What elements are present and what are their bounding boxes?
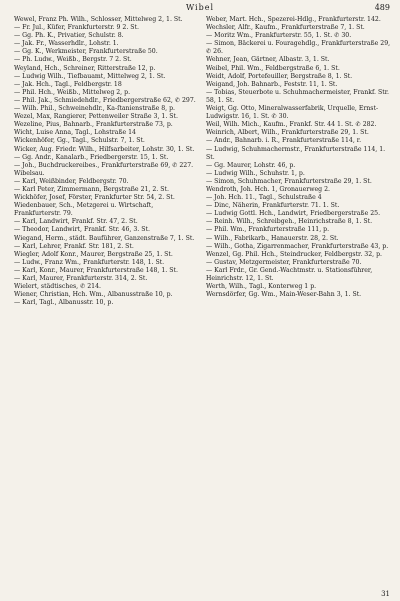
directory-entry: Wendroth, Joh. Hch. 1, Gronauerweg 2. bbox=[206, 185, 331, 193]
directory-entry: — Karl, Tagl., Albanusstr. 10, p. bbox=[14, 299, 114, 307]
directory-entry: — Phil. Hch., Weißb., Mittelweg 2, p. bbox=[14, 88, 131, 96]
directory-entry: — Jak. Hch., Tagl., Feldbergstr. 18 bbox=[14, 80, 122, 88]
directory-entry: — Ph. Ludw., Weißb., Bergstr. 7 2. St. bbox=[14, 56, 132, 64]
directory-entry: — Gustav, Metzgermeister, Frankfurterstraße 70. bbox=[206, 258, 362, 266]
directory-entry: — Tobias, Steuerbote u. Schuhmachermeister, Frankf. Str. 58, 1. St. bbox=[206, 88, 389, 104]
directory-entry: — Ludwig Wilh., Tiefbauamt, Mittelweg 2, 1. St. bbox=[14, 72, 166, 80]
directory-entry: — Simon, Bäckerei u. Fouragehdlg., Frankfurterstraße 29, ✆ 26. bbox=[206, 40, 391, 56]
left-column bbox=[14, 16, 200, 307]
directory-entry: — Karl, Lehrer, Frankf. Str. 181, 2. St. bbox=[14, 242, 134, 250]
directory-entry: Wiegand, Herm., städt. Bauführer, Ganzenstraße 7, 1. St. bbox=[14, 234, 195, 242]
directory-entry: — Karl, Landwirt, Frankf. Str. 47, 2. St. bbox=[14, 218, 138, 226]
directory-entry: Wiegler, Adolf Konr., Maurer, Bergstraße 25, 1. St. bbox=[14, 250, 173, 258]
directory-entry: Weigt, Gg. Otto, Mineralwasserfabrik, Urquelle, Ernst-Ludwigstr. 16, 1. St. ✆ 30. bbox=[206, 105, 379, 121]
directory-entry: — Ludwig Gottl. Hch., Landwirt, Friedbergerstraße 25. bbox=[206, 210, 381, 218]
directory-entry: — Joh., Buchdruckereibes., Frankfurterstraße 69, ✆ 227. Wibelsau. bbox=[14, 161, 194, 177]
directory-entry: Wiedenbauer, Sch., Metzgerei u. Wirtschaft, Frankfurterstr. 79. bbox=[14, 202, 154, 218]
directory-entry: Wernsdörfer, Gg. Wm., Main-Weser-Bahn 3, 1. St. bbox=[206, 291, 362, 299]
directory-entry: Weyland, Hch., Schreiner, Ritterstraße 12, p. bbox=[14, 64, 156, 72]
directory-entry: — Gg. Andr., Kanalarb., Friedbergerstr. 15, 1. St. bbox=[14, 153, 169, 161]
directory-entry: Wielert, städtisches, ✆ 214. bbox=[14, 283, 102, 291]
directory-entry: — Joh. Hch. 11., Tagl., Schulstraße 4 bbox=[206, 194, 322, 202]
directory-entry: — Karl, Konr., Maurer, Frankfurterstraße 148, 1. St. bbox=[14, 266, 178, 274]
directory-entry: — Karl Frdr., Gr. Gend.-Wachtmstr. u. Stationsführer, Heinrichstr. 12, 1. St. bbox=[206, 266, 373, 282]
directory-entry: — Gg. Ph. K., Privatier, Schulstr. 8. bbox=[14, 32, 124, 40]
directory-entry: — Fr. Jul., Küfer, Frankfurterstr. 9 2. St. bbox=[14, 24, 139, 32]
directory-entry: — Jak. Fr., Wasserhdlr., Lohstr. 1. bbox=[14, 40, 119, 48]
directory-entry: — Moritz Wm., Frankfurterstr. 55, 1. St. ✆ 30. bbox=[206, 32, 352, 40]
directory-entry: Wewel, Franz Ph. Wilh., Schlosser, Mittelweg 2, 1. St. bbox=[14, 16, 183, 23]
directory-entry: — Simon, Schuhmacher, Frankfurterstraße 29, 1. St. bbox=[206, 177, 372, 185]
directory-entry: Wezel, Max, Rangierer, Pettenweiler Straße 3, 1. St. bbox=[14, 113, 178, 121]
directory-entry: Wicht, Luise Anna, Tagl., Lohstraße 14 bbox=[14, 129, 136, 137]
directory-entry: Wickenhöfer, Gg., Tagl., Schulstr. 7, 1. St. bbox=[14, 137, 145, 145]
directory-entry: Weber, Mart. Hch., Spezerei-Hdlg., Frankfurterstr. 142. bbox=[206, 16, 381, 23]
directory-entry: Wechsler, Alfr., Kaufm., Frankfurterstraße 7, 1. St. bbox=[206, 24, 365, 32]
right-column bbox=[206, 16, 392, 299]
directory-entry: Weidt, Adolf, Portefeuiller, Bergstraße 8, 1. St. bbox=[206, 72, 353, 80]
signature-mark: 31 bbox=[381, 590, 390, 598]
directory-entry: Weigand, Joh. Bahnarb., Feststr. 11, 1. St. bbox=[206, 80, 338, 88]
directory-entry: — Wilh., Fabrikarb., Hanauerstr. 28, 2. St. bbox=[206, 234, 339, 242]
directory-entry: — Wilh., Gotha, Zigarrenmacher, Frankfurterstraße 43, p. bbox=[206, 242, 389, 250]
directory-entry: — Ludw., Franz Wm., Frankfurterstr. 148, 1. St. bbox=[14, 258, 165, 266]
directory-entry: Wenzel, Gg. Phil. Hch., Steindrucker, Feldbergstr. 32, p. bbox=[206, 250, 383, 258]
directory-entry: Weinrich, Albert, Wilh., Frankfurterstraße 29, 1. St. bbox=[206, 129, 369, 137]
directory-entry: — Ludwig, Schuhmachermstr., Frankfurterstraße 114, 1. St. bbox=[206, 145, 386, 161]
directory-entry: — Karl, Maurer, Frankfurterstr. 314, 2. St. bbox=[14, 275, 148, 282]
directory-entry: Weil, Wilh. Mich., Kaufm., Frankf. Str. 44 1. St. ✆ 282. bbox=[206, 121, 377, 129]
directory-entry: — Karl, Weißbinder, Feldbergstr. 70. bbox=[14, 177, 129, 185]
directory-entry: — Gg. K., Werkmeister, Frankfurterstraße 50. bbox=[14, 48, 158, 56]
page-header bbox=[0, 3, 400, 17]
directory-entry: — Phil. Jak., Schmiedehdlr., Friedbergerstraße 62, ✆ 297. bbox=[14, 96, 196, 104]
directory-entry: — Gg. Maurer, Lohstr. 46, p. bbox=[206, 161, 296, 169]
directory-entry: Wickhöfer, Josef, Förster, Frankfurter Str. 54, 2. St. bbox=[14, 194, 175, 202]
directory-entry: — Ludwig Wilh., Schuhstr. 1, p. bbox=[206, 169, 305, 177]
directory-entry: — Karl Peter, Zimmermann, Bergstraße 21, 2. St. bbox=[14, 185, 169, 193]
directory-entry: — Andr., Bahnarb. i. R., Frankfurterstraße 114, r. bbox=[206, 137, 362, 145]
running-head: Wibel bbox=[185, 3, 215, 12]
directory-entry: Werth, Wilh., Tagl., Konterweg 1 p. bbox=[206, 283, 317, 291]
directory-entry: Wicker, Aug. Friedr. Wilh., Hilfsarbeiter, Lohstr. 30, 1. St. bbox=[14, 145, 195, 153]
directory-entry: — Phil. Wm., Frankfurterstraße 111, p. bbox=[206, 226, 330, 234]
directory-entry: Wehner, Jean, Gärtner, Albastr. 3, 1. St. bbox=[206, 56, 330, 64]
directory-entry: Wiener, Christian, Hch. Wm., Albanusstraße 10, p. bbox=[14, 291, 173, 299]
directory-entry: Weibel, Phil. Wm., Feldbergstraße 6, 1. St. bbox=[206, 64, 340, 72]
directory-entry: — Theodor, Landwirt, Frankf. Str. 46, 3. St. bbox=[14, 226, 150, 234]
page-number: 489 bbox=[374, 3, 390, 12]
directory-entry: — Reinh. Wilh., Schreibgeh., Heinrichstraße 8, 1. St. bbox=[206, 218, 373, 226]
directory-entry: — Dinc, Näherin, Frankfurterstr. 71. 1. St. bbox=[206, 202, 340, 210]
directory-entry: — Wilh. Phil., Schweinehdlr., Ka-ſtanienstraße 8, p. bbox=[14, 105, 176, 113]
directory-entry: Wezeline, Pius, Bahnarb., Frankfurterstraße 73, p. bbox=[14, 121, 173, 129]
